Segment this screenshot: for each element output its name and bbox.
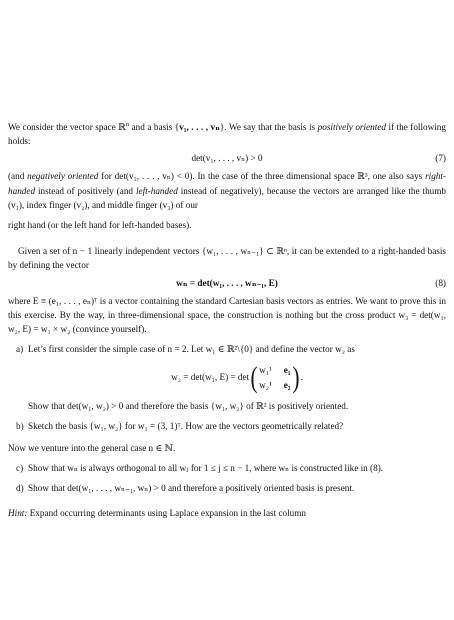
positively-oriented-term: positively oriented bbox=[317, 122, 386, 133]
task-c bbox=[8, 461, 446, 475]
basis-vectors: v₁, . . . , vₙ bbox=[179, 122, 220, 133]
general-case-line: Now we venture into the general case n ∈ ℕ. bbox=[8, 442, 176, 453]
extension-paragraph: Given a set of n − 1 linearly independent vectors {w₁, . . . , wₙ₋₁} ⊂ ℝⁿ, it can be extended to a right-handed basis by defining the vector bbox=[8, 246, 446, 271]
task-d-text: Show that det(w₁, . . . , wₙ₋₁, wₙ) > 0 and therefore a positively oriented basis is present. bbox=[28, 483, 355, 494]
orientation-paragraph: (and negatively oriented for det(v₁, . . . , vₙ) < 0). In the case of the three dimensional space ℝ³, one also says right-handed instead of positively (and left-handed instead of negatively), because the vectors are arranged like the thumb (v₁), index finger (v₂), and middle finger (v₃) of our bbox=[8, 171, 446, 210]
task-a-text: Let’s first consider the simple case of n = 2. Let w₁ ∈ ℝ²\{0} and define the vector w₂ as bbox=[28, 344, 355, 355]
task-a bbox=[8, 342, 446, 412]
equation-7-number: (7) bbox=[435, 153, 446, 164]
intro-paragraph: We consider the vector space ℝ$^n$ and a basis {v₁, . . . , vₙ}. We say that the basis is positively oriented if the following holds: bbox=[8, 121, 446, 147]
equation-8-number: (8) bbox=[435, 277, 446, 288]
task-d-label: d) bbox=[16, 483, 24, 494]
hint-text: Expand occurring determinants using Laplace expansion in the last column bbox=[27, 507, 307, 518]
right-hand-line: right hand (or the left hand for left-handed bases). bbox=[8, 220, 192, 231]
hint-paragraph bbox=[8, 506, 446, 520]
exercise-document bbox=[8, 118, 446, 520]
task-b bbox=[8, 419, 446, 433]
definition-paragraph: where E ≡ (e₁, . . . , eₙ)ᵀ is a vector containing the standard Cartesian basis vectors as entries. We want to prove this in this exercise. By the way, in three-dimensional space, the construction is nothing but the cross product w₃ = det(w₁, w₂, E) = w₁ × w₂ (convince yourself). bbox=[8, 295, 446, 335]
task-a-followup: Show that det(w₁, w₂) > 0 and therefore the basis {w₁, w₂} of ℝ² is positively oriented. bbox=[28, 400, 349, 411]
task-c-label: c) bbox=[16, 463, 24, 474]
task-d bbox=[8, 481, 446, 495]
matrix-period: . bbox=[300, 372, 303, 383]
left-handed-term: left-handed bbox=[135, 185, 178, 196]
equation-7-expr: det(v₁, . . . , vₙ) > 0 bbox=[191, 153, 263, 164]
equation-8-expr: wₙ = det(w₁, . . . , wₙ₋₁, E) bbox=[176, 277, 278, 288]
matrix-cell-12: e₁ bbox=[283, 364, 291, 375]
superscript-n: n bbox=[125, 121, 130, 128]
hint-label: Hint: bbox=[8, 507, 28, 518]
matrix bbox=[259, 364, 290, 392]
left-paren: ( bbox=[250, 360, 258, 394]
matrix-cell-21: w₂¹ bbox=[259, 379, 272, 390]
matrix-lhs: w₂ = det(w₁, E) = det bbox=[171, 372, 250, 383]
equation-8 bbox=[8, 276, 446, 291]
task-b-label: b) bbox=[16, 420, 24, 431]
matrix-cell-22: e₂ bbox=[283, 379, 291, 390]
right-paren: ) bbox=[292, 360, 300, 394]
task-a-matrix-equation bbox=[28, 360, 446, 394]
equation-7 bbox=[8, 151, 446, 166]
task-a-label: a) bbox=[16, 344, 24, 355]
matrix-cell-11: w₁¹ bbox=[259, 364, 272, 375]
task-b-text: Sketch the basis {w₁, w₂} for w₁ = (3, 1)ᵀ. How are the vectors geometrically related? bbox=[28, 420, 344, 431]
task-c-text: Show that wₙ is always orthogonal to all wⱼ for 1 ≤ j ≤ n − 1, where wₙ is constructed like in (8). bbox=[28, 463, 384, 474]
negatively-oriented-term: negatively oriented bbox=[27, 171, 99, 182]
right-handed-term: right-handed bbox=[8, 171, 446, 196]
